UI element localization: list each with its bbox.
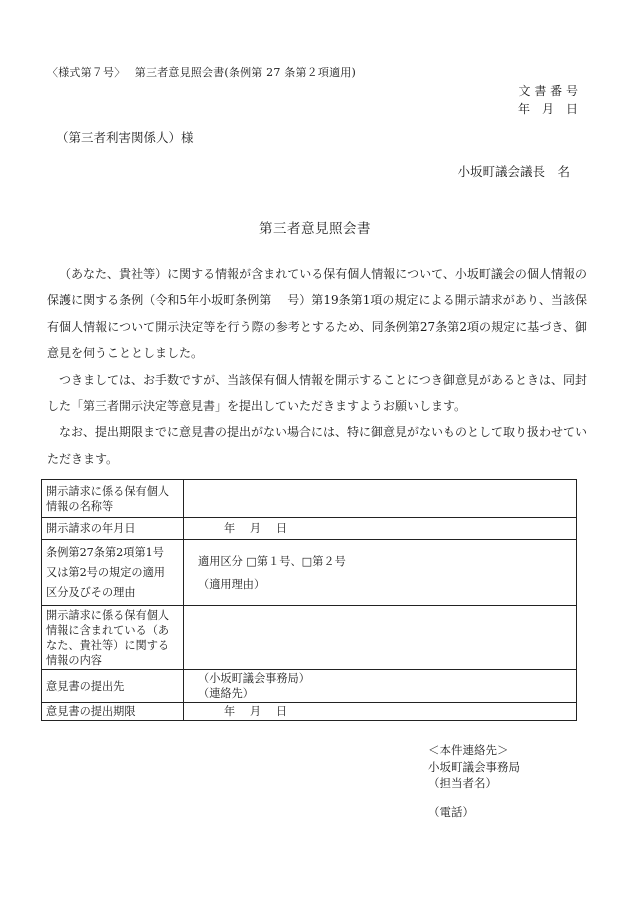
body-paragraph-2: つきましては、お手数ですが、当該保有個人情報を開示することにつき御意見があるときは、同封した「第三者開示決定等意見書」を提出していただきますようお願いします。 xyxy=(47,372,587,414)
table-row xyxy=(42,518,577,540)
body-paragraph-3: なお、提出期限までに意見書の提出がない場合には、特に御意見がないものとして取り扱わせていただきます。 xyxy=(47,425,588,466)
row-label-request-date: 開示請求の年月日 xyxy=(42,518,184,540)
row-label-request-name: 開示請求に係る保有個人情報の名称等 xyxy=(42,480,184,518)
body-text xyxy=(47,261,587,472)
body-paragraph-1: （あなた、貴社等）に関する情報が含まれている保有個人情報について、小坂町議会の個人情報の保護に関する条例（令和5年小坂町条例第 号）第19条第1項の規定による開示請求があり、当該保有個人情報について開示決定等を行う際の参考とするため、同条例第27条第2項の規定に基づき、御意見を伺うこととしました。 xyxy=(47,267,587,361)
document-number: 文 書 番 号 xyxy=(518,84,578,98)
row-label-info-content: 開示請求に係る保有個人情報に含まれている（あなた、貴社等）に関する情報の内容 xyxy=(42,606,184,670)
row-label-submission-destination: 意見書の提出先 xyxy=(42,670,184,703)
sender: 小坂町議会議長 名 xyxy=(457,164,570,179)
label-line: 又は第2号の規定の適用 xyxy=(46,565,165,579)
document-date: 年 月 日 xyxy=(517,102,578,116)
document-meta xyxy=(518,82,578,118)
contact-person: （担当者名） xyxy=(428,776,497,790)
table-row xyxy=(42,480,577,518)
row-value-submission-destination[interactable] xyxy=(184,670,577,703)
destination-office: （小坂町議会事務局） xyxy=(198,672,310,685)
table-row xyxy=(42,703,577,721)
applicable-classification: 適用区分 □第１号、□第２号 xyxy=(198,554,346,568)
recipient: （第三者利害関係人）様 xyxy=(56,130,194,145)
row-value-request-name[interactable] xyxy=(184,480,577,518)
table-row xyxy=(42,670,577,703)
table-row xyxy=(42,606,577,670)
table-row xyxy=(42,540,577,606)
row-value-request-date[interactable]: 年 月 日 xyxy=(184,518,577,540)
contact-office: 小坂町議会事務局 xyxy=(428,759,520,774)
label-line: 区分及びその理由 xyxy=(46,585,136,599)
row-label-submission-deadline: 意見書の提出期限 xyxy=(42,703,184,721)
contact-block xyxy=(428,742,520,820)
row-value-submission-deadline[interactable]: 年 月 日 xyxy=(184,703,577,721)
destination-contact: （連絡先） xyxy=(198,687,254,700)
label-line: 条例第27条第2項第1号 xyxy=(46,545,164,559)
row-label-applicable-section xyxy=(42,540,184,606)
contact-heading: ＜本件連絡先＞ xyxy=(428,743,509,757)
applicable-reason: （適用理由） xyxy=(198,577,266,591)
row-value-info-content[interactable] xyxy=(184,606,577,670)
document-title: 第三者意見照会書 xyxy=(259,221,371,237)
info-table xyxy=(41,479,577,721)
contact-phone: （電話） xyxy=(428,804,474,819)
form-number: 〈様式第７号〉 第三者意見照会書(条例第 27 条第２項適用) xyxy=(47,66,356,79)
row-value-applicable-section[interactable] xyxy=(184,540,577,606)
